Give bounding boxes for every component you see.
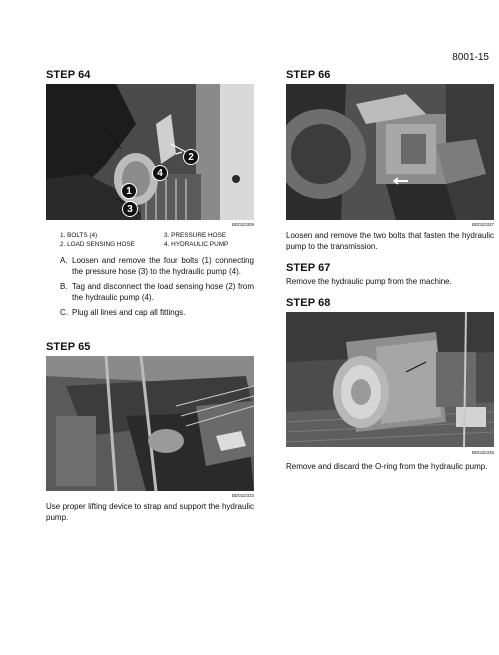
step-65-photo-code: BD01D333 [231, 493, 254, 498]
step-64-photo-code: BD01D308 [231, 222, 254, 227]
step-64-legend [60, 232, 228, 249]
instruction-text: Plug all lines and cap all fittings. [72, 308, 186, 317]
legend-item-pressure-hose: 3. PRESSURE HOSE [164, 232, 227, 239]
step-65-text: Use proper lifting device to strap and support the hydraulic pump. [46, 502, 254, 522]
step-65-photo [46, 356, 254, 491]
callout-2: 2 [183, 149, 199, 165]
step-64-instructions [60, 256, 254, 324]
step-67-text: Remove the hydraulic pump from the machine. [286, 277, 452, 286]
step-66-text: Loosen and remove the two bolts that fasten the hydraulic pump to the transmission. [286, 231, 494, 251]
instruction-text: Loosen and remove the four bolts (1) connecting the pressure hose (3) to the hydraulic pump (4). [72, 256, 254, 276]
instruction-label: A. [60, 256, 68, 265]
legend-item-load-sensing-hose: 2. LOAD SENSING HOSE [60, 240, 135, 248]
instruction-label: C. [60, 308, 68, 317]
instruction-b [60, 282, 254, 303]
step-68-photo-code: BD01D335 [471, 450, 494, 455]
step-68-text: Remove and discard the O-ring from the hydraulic pump. [286, 462, 488, 471]
page-number: 8001-15 [452, 52, 489, 63]
callout-4: 4 [152, 165, 168, 181]
callout-3: 3 [122, 201, 138, 217]
step-67-title: STEP 67 [286, 262, 331, 274]
callout-1: 1 [121, 183, 137, 199]
legend-item-bolts: 1. BOLTS (4) [60, 232, 98, 239]
step-68-title: STEP 68 [286, 297, 331, 309]
instruction-label: B. [60, 282, 68, 291]
step-64-photo [46, 84, 254, 220]
step-66-photo-code: BD01D337 [471, 222, 494, 227]
step-68-photo [286, 312, 494, 447]
step-66-photo [286, 84, 494, 220]
instruction-a [60, 256, 254, 277]
instruction-c [60, 308, 254, 319]
step-64-title: STEP 64 [46, 69, 91, 81]
step-65-title: STEP 65 [46, 341, 91, 353]
instruction-text: Tag and disconnect the load sensing hose (2) from the hydraulic pump (4). [72, 282, 254, 302]
legend-item-hydraulic-pump: 4. HYDRAULIC PUMP [164, 240, 229, 248]
step-66-title: STEP 66 [286, 69, 331, 81]
